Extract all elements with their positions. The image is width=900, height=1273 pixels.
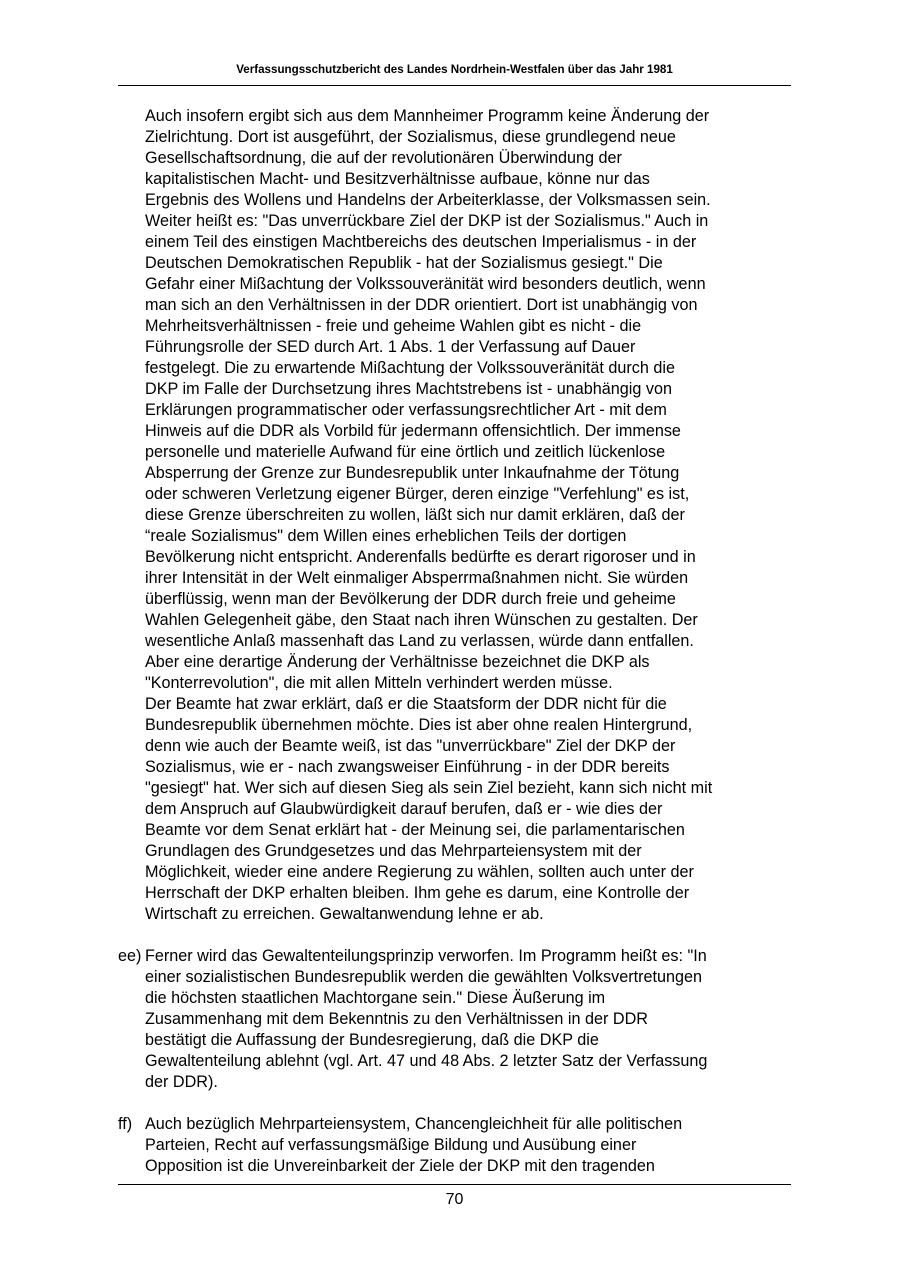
text-line: Zielrichtung. Dort ist ausgeführt, der Sozialismus, diese grundlegend neue: [145, 128, 676, 146]
text-line: die höchsten staatlichen Machtorgane sein." Diese Äußerung im: [145, 989, 606, 1007]
text-line: Opposition ist die Unvereinbarkeit der Ziele der DKP mit den tragenden: [145, 1157, 655, 1175]
text-line: personelle und materielle Aufwand für eine örtlich und zeitlich lückenlose: [145, 443, 666, 461]
text-line: Gewaltenteilung ablehnt (vgl. Art. 47 und 48 Abs. 2 letzter Satz der Verfassung: [145, 1052, 708, 1070]
text-line: Gefahr einer Mißachtung der Volkssouveränität wird besonders deutlich, wenn: [145, 275, 706, 293]
footer-divider: [118, 1184, 791, 1185]
text-line: Möglichkeit, wieder eine andere Regierung zu wählen, sollten auch unter der: [145, 863, 694, 881]
text-line: ihrer Intensität in der Welt einmaliger Absperrmaßnahmen nicht. Sie würden: [145, 569, 689, 587]
text-line: Führungsrolle der SED durch Art. 1 Abs. 1 der Verfassung auf Dauer: [145, 338, 636, 356]
text-line: kapitalistischen Macht- und Besitzverhältnisse aufbaue, könne nur das: [145, 170, 650, 188]
header-divider: [118, 85, 791, 86]
text-line: Bundesrepublik übernehmen möchte. Dies ist aber ohne realen Hintergrund,: [145, 716, 693, 734]
text-line: Wirtschaft zu erreichen. Gewaltanwendung lehne er ab.: [145, 905, 544, 923]
text-line: einem Teil des einstigen Machtbereichs des deutschen Imperialismus - in der: [145, 233, 697, 251]
text-line: denn wie auch der Beamte weiß, ist das "unverrückbare" Ziel der DKP der: [145, 737, 676, 755]
text-line: Grundlagen des Grundgesetzes und das Mehrparteiensystem mit der: [145, 842, 642, 860]
text-line: "Konterrevolution", die mit allen Mitteln verhindert werden müsse.: [145, 674, 613, 692]
text-line: Mehrheitsverhältnissen - freie und geheime Wahlen gibt es nicht - die: [145, 317, 642, 335]
text-line: Ergebnis des Wollens und Handelns der Arbeiterklasse, der Volksmassen sein.: [145, 191, 711, 209]
text-line: Wahlen Gelegenheit gäbe, den Staat nach ihren Wünschen zu gestalten. Der: [145, 611, 698, 629]
text-line: Gesellschaftsordnung, die auf der revolutionären Überwindung der: [145, 149, 622, 167]
text-line: “reale Sozialismus" dem Willen eines erheblichen Teils der dortigen: [145, 527, 627, 545]
text-line: man sich an den Verhältnissen in der DDR orientiert. Dort ist unabhängig von: [145, 296, 698, 314]
text-line: Sozialismus, wie er - nach zwangsweiser Einführung - in der DDR bereits: [145, 758, 670, 776]
text-line: einer sozialistischen Bundesrepublik werden die gewählten Volksvertretungen: [145, 968, 703, 986]
text-line: wesentliche Anlaß massenhaft das Land zu verlassen, würde dann entfallen.: [145, 632, 694, 650]
paragraph-gap: [118, 925, 793, 946]
running-header: Verfassungsschutzbericht des Landes Nordrhein-Westfalen über das Jahr 1981: [236, 63, 673, 76]
paragraph: [118, 106, 793, 925]
text-line: Auch bezüglich Mehrparteiensystem, Chancengleichheit für alle politischen: [145, 1115, 683, 1133]
text-line: festgelegt. Die zu erwartende Mißachtung der Volkssouveränität durch die: [145, 359, 675, 377]
text-line: diese Grenze überschreiten zu wollen, läßt sich nur damit erklären, daß der: [145, 506, 685, 524]
text-line: der DDR).: [145, 1073, 218, 1091]
paragraph-gap: [118, 1093, 793, 1114]
text-line: Ferner wird das Gewaltenteilungsprinzip verworfen. Im Programm heißt es: "In: [145, 947, 707, 965]
paragraph: [118, 946, 793, 1093]
list-marker: ff): [118, 1115, 133, 1133]
paragraph: [118, 1114, 793, 1177]
text-line: "gesiegt" hat. Wer sich auf diesen Sieg als sein Ziel bezieht, kann sich nicht mit: [145, 779, 713, 797]
text-line: bestätigt die Auffassung der Bundesregierung, daß die DKP die: [145, 1031, 599, 1049]
text-line: Der Beamte hat zwar erklärt, daß er die Staatsform der DDR nicht für die: [145, 695, 667, 713]
text-line: Herrschaft der DKP erhalten bleiben. Ihm gehe es darum, eine Kontrolle der: [145, 884, 690, 902]
text-line: Weiter heißt es: "Das unverrückbare Ziel der DKP ist der Sozialismus." Auch in: [145, 212, 709, 230]
page-number: 70: [445, 1191, 464, 1208]
text-line: DKP im Falle der Durchsetzung ihres Machtstrebens ist - unabhängig von: [145, 380, 672, 398]
list-marker: ee): [118, 947, 142, 965]
text-line: Aber eine derartige Änderung der Verhältnisse bezeichnet die DKP als: [145, 653, 650, 671]
text-line: Deutschen Demokratischen Republik - hat der Sozialismus gesiegt." Die: [145, 254, 663, 272]
document-body: [118, 106, 793, 1177]
text-line: Bevölkerung nicht entspricht. Anderenfalls bedürfte es derart rigoroser und in: [145, 548, 696, 566]
text-line: oder schweren Verletzung eigener Bürger, deren einzige "Verfehlung" es ist,: [145, 485, 690, 503]
text-line: Auch insofern ergibt sich aus dem Mannheimer Programm keine Änderung der: [145, 107, 710, 125]
text-line: Absperrung der Grenze zur Bundesrepublik unter Inkaufnahme der Tötung: [145, 464, 680, 482]
text-line: Zusammenhang mit dem Bekenntnis zu den Verhältnissen in der DDR: [145, 1010, 648, 1028]
text-line: überflüssig, wenn man der Bevölkerung der DDR durch freie und geheime: [145, 590, 676, 608]
text-line: Parteien, Recht auf verfassungsmäßige Bildung und Ausübung einer: [145, 1136, 637, 1154]
text-line: dem Anspruch auf Glaubwürdigkeit darauf berufen, daß er - wie dies der: [145, 800, 663, 818]
text-line: Beamte vor dem Senat erklärt hat - der Meinung sei, die parlamentarischen: [145, 821, 685, 839]
text-line: Hinweis auf die DDR als Vorbild für jedermann offensichtlich. Der immense: [145, 422, 681, 440]
text-line: Erklärungen programmatischer oder verfassungsrechtlicher Art - mit dem: [145, 401, 667, 419]
